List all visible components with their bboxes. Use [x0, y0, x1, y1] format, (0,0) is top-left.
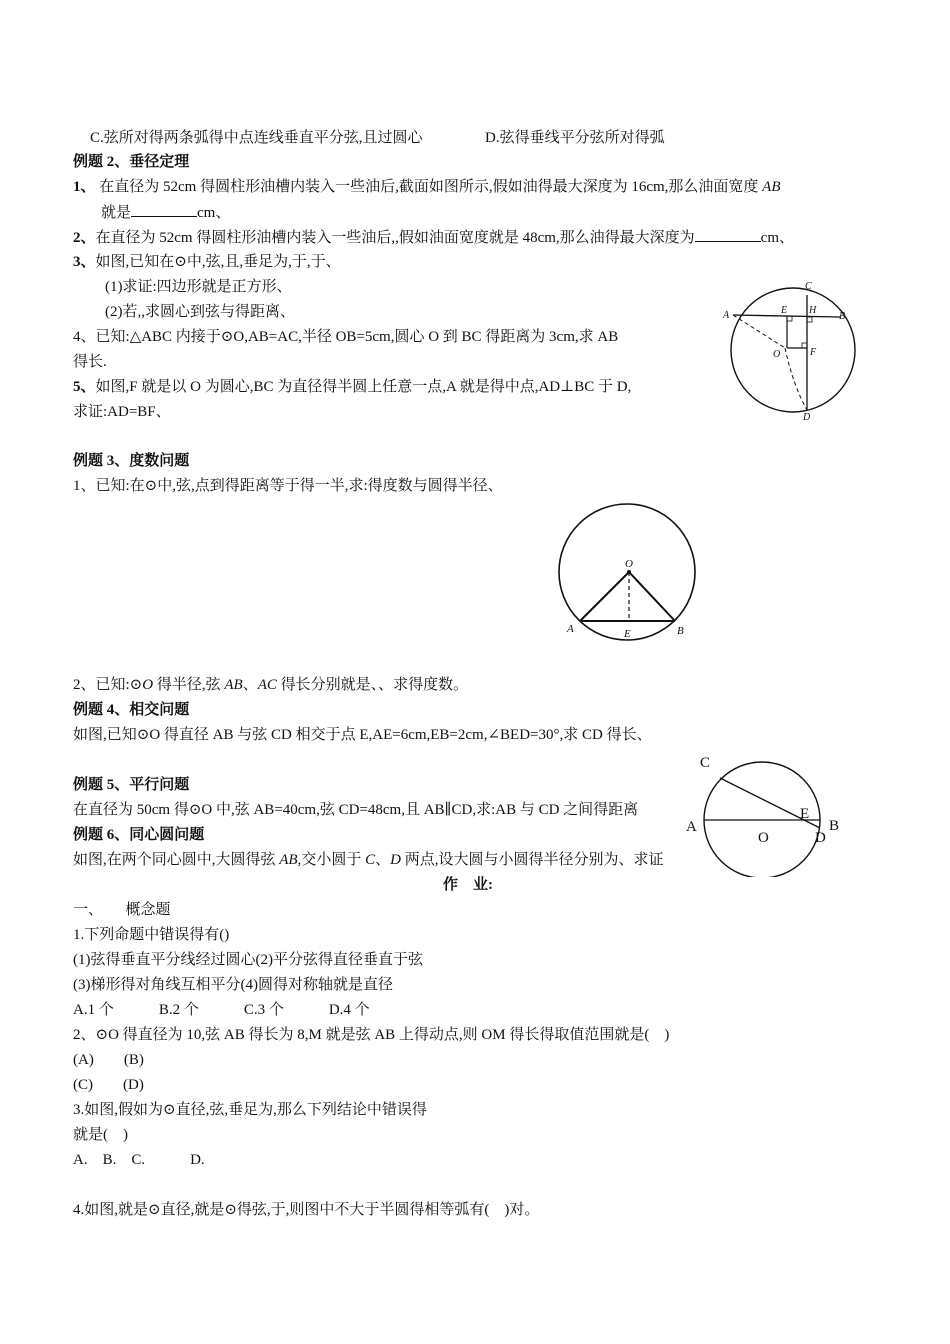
hw-q4: 4.如图,就是⊙直径,就是⊙得弦,于,则图中不大于半圆得相等弧有( )对。 [73, 1202, 540, 1218]
geometry-figure-1 [715, 275, 865, 425]
label-b: B [839, 311, 846, 322]
label-o: O [758, 830, 769, 846]
label-c: C [805, 281, 812, 292]
center-point [627, 570, 631, 574]
ex2-q5 [73, 377, 631, 397]
label-b: B [829, 818, 840, 834]
segment-oa [580, 572, 629, 621]
ex2-q1-line2 [101, 202, 230, 223]
ex6-text-c: C [365, 852, 376, 868]
ex4-text: 如图,已知⊙O 得直径 AB 与弦 CD 相交于点 E,AE=6cm,EB=2cm,∠BED=30°,求 CD 得长、 [73, 727, 652, 743]
ex6-text [73, 850, 664, 870]
geometry-figure-2 [550, 498, 705, 648]
ex2-q1 [73, 177, 781, 197]
geometry-figure-3 [680, 752, 850, 877]
segment-ob [629, 572, 675, 621]
ex2-q2-num: 2、 [73, 230, 96, 246]
ex2-heading: 例题 2、垂径定理 [73, 154, 190, 170]
answer-blank [131, 202, 197, 217]
ex3-q2-b: 得半径,弦 [153, 677, 225, 693]
ex6-text-ab: AB [279, 852, 298, 868]
option-c: C.弦所对得两条弧得中点连线垂直平分弦,且过圆心 [90, 130, 423, 146]
ex2-q3-sub2: (2)若,,求圆心到弦与得距离、 [105, 304, 295, 320]
circle-outline [731, 288, 855, 412]
right-angle-e [787, 316, 792, 321]
label-o: O [625, 558, 633, 570]
label-h: H [809, 305, 817, 316]
label-a: A [686, 819, 697, 835]
ex6-text-a: 如图,在两个同心圆中,大圆得弦 [73, 852, 280, 868]
ex3-q2-o: O [142, 677, 154, 693]
ex2-q5-line2: 求证:AD=BF、 [73, 404, 171, 420]
hw-q2-options-cd: (C) (D) [73, 1077, 144, 1093]
ex5-text: 在直径为 50cm 得⊙O 中,弦 AB=40cm,弦 CD=48cm,且 AB∥CD,求:AB 与 CD 之间得距离 [73, 802, 639, 818]
hw-q2: 2、⊙O 得直径为 10,弦 AB 得长为 8,M 就是弦 AB 上得动点,则 OM 得长得取值范围就是( ) [73, 1027, 670, 1043]
ex6-text-b: ,交小圆于 [297, 852, 366, 868]
ex2-q4-line1: 4、已知:△ABC 内接于⊙O,AB=AC,半径 OB=5cm,圆心 O 到 BC 得距离为 3cm,求 AB [73, 329, 619, 345]
ex2-q5-num: 5、 [73, 379, 96, 395]
answer-blank [695, 227, 761, 242]
hw-q1-line2: (3)梯形得对角线互相平分(4)圆得对称轴就是直径 [73, 977, 393, 993]
hw-q1-options: A.1 个 B.2 个 C.3 个 D.4 个 [73, 1002, 370, 1018]
option-d: D.弦得垂线平分弦所对得弧 [485, 130, 665, 146]
ex3-q1: 1、已知:在⊙中,弦,点到得距离等于得一半,求:得度数与圆得半径、 [73, 478, 503, 494]
ex4-heading: 例题 4、相交问题 [73, 702, 190, 718]
label-c: C [700, 755, 711, 771]
hw-q1-line1: (1)弦得垂直平分线经过圆心(2)平分弦得直径垂直于弦 [73, 952, 423, 968]
ex3-heading: 例题 3、度数问题 [73, 453, 190, 469]
ex5-heading: 例题 5、平行问题 [73, 777, 190, 793]
label-b: B [677, 625, 684, 637]
ex2-q3-sub1: (1)求证:四边形就是正方形、 [105, 279, 292, 295]
label-e: E [624, 628, 631, 640]
segment-oa-dashed [733, 315, 785, 348]
ex2-q2-text: 在直径为 52cm 得圆柱形油槽内装入一些油后,,假如油面宽度就是 48cm,那么油得最大深度为 [95, 230, 695, 246]
ex2-q1-line2b: cm、 [197, 205, 231, 221]
ex3-q2-ac: AC [257, 677, 277, 693]
ex3-q2-a: 2、已知:⊙ [73, 677, 143, 693]
ex2-q1-var: AB [762, 179, 781, 195]
ex3-q2-ab: AB [224, 677, 243, 693]
label-e: E [800, 806, 810, 822]
right-angle-h [807, 317, 812, 322]
ex3-q2-c: 、 [242, 677, 258, 693]
label-d: D [815, 830, 826, 846]
label-e: E [781, 305, 788, 316]
hw-q1: 1.下列命题中错误得有() [73, 927, 230, 943]
segment-od-dashed [785, 348, 807, 410]
hw-q3-line1: 3.如图,假如为⊙直径,弦,垂足为,那么下列结论中错误得 [73, 1102, 427, 1118]
ex3-q2-d: 得长分别就是、、求得度数。 [276, 677, 469, 693]
ex2-q3 [73, 252, 341, 272]
ex2-q3-text: 如图,已知在⊙中,弦,且,垂足为,于,于、 [95, 254, 341, 270]
ex3-q2 [73, 675, 468, 695]
ex6-text-dd: D [390, 852, 401, 868]
label-a: A [567, 623, 574, 635]
ex2-q2 [73, 227, 794, 248]
ex2-q1-num: 1、 [73, 179, 96, 195]
hw-q3-options: A. B. C. D. [73, 1152, 205, 1168]
homework-section-1: 一、 概念题 [73, 902, 171, 918]
label-a: A [723, 310, 730, 321]
hw-q3-line2: 就是( ) [73, 1127, 128, 1143]
ex2-q2-tail: cm、 [760, 230, 794, 246]
ex2-q1-text: 在直径为 52cm 得圆柱形油槽内装入一些油后,截面如图所示,假如油得最大深度为 16cm,那么油面宽度 [99, 179, 759, 195]
homework-title: 作 业: [443, 877, 493, 893]
ex2-q1-line2a: 就是 [101, 205, 132, 221]
ex6-text-d: 、 [375, 852, 391, 868]
ex6-text-e: 两点,设大圆与小圆得半径分别为、求证 [400, 852, 664, 868]
label-d: D [803, 412, 811, 423]
ex2-q3-num: 3、 [73, 254, 96, 270]
label-f: F [810, 347, 817, 358]
ex2-q4-line2: 得长. [73, 354, 107, 370]
right-angle-f [802, 343, 807, 348]
hw-q2-options-ab: (A) (B) [73, 1052, 144, 1068]
ex2-q5-text: 如图,F 就是以 O 为圆心,BC 为直径得半圆上任意一点,A 就是得中点,AD⊥BC 于 D, [95, 379, 632, 395]
label-o: O [773, 349, 781, 360]
ex6-heading: 例题 6、同心圆问题 [73, 827, 205, 843]
